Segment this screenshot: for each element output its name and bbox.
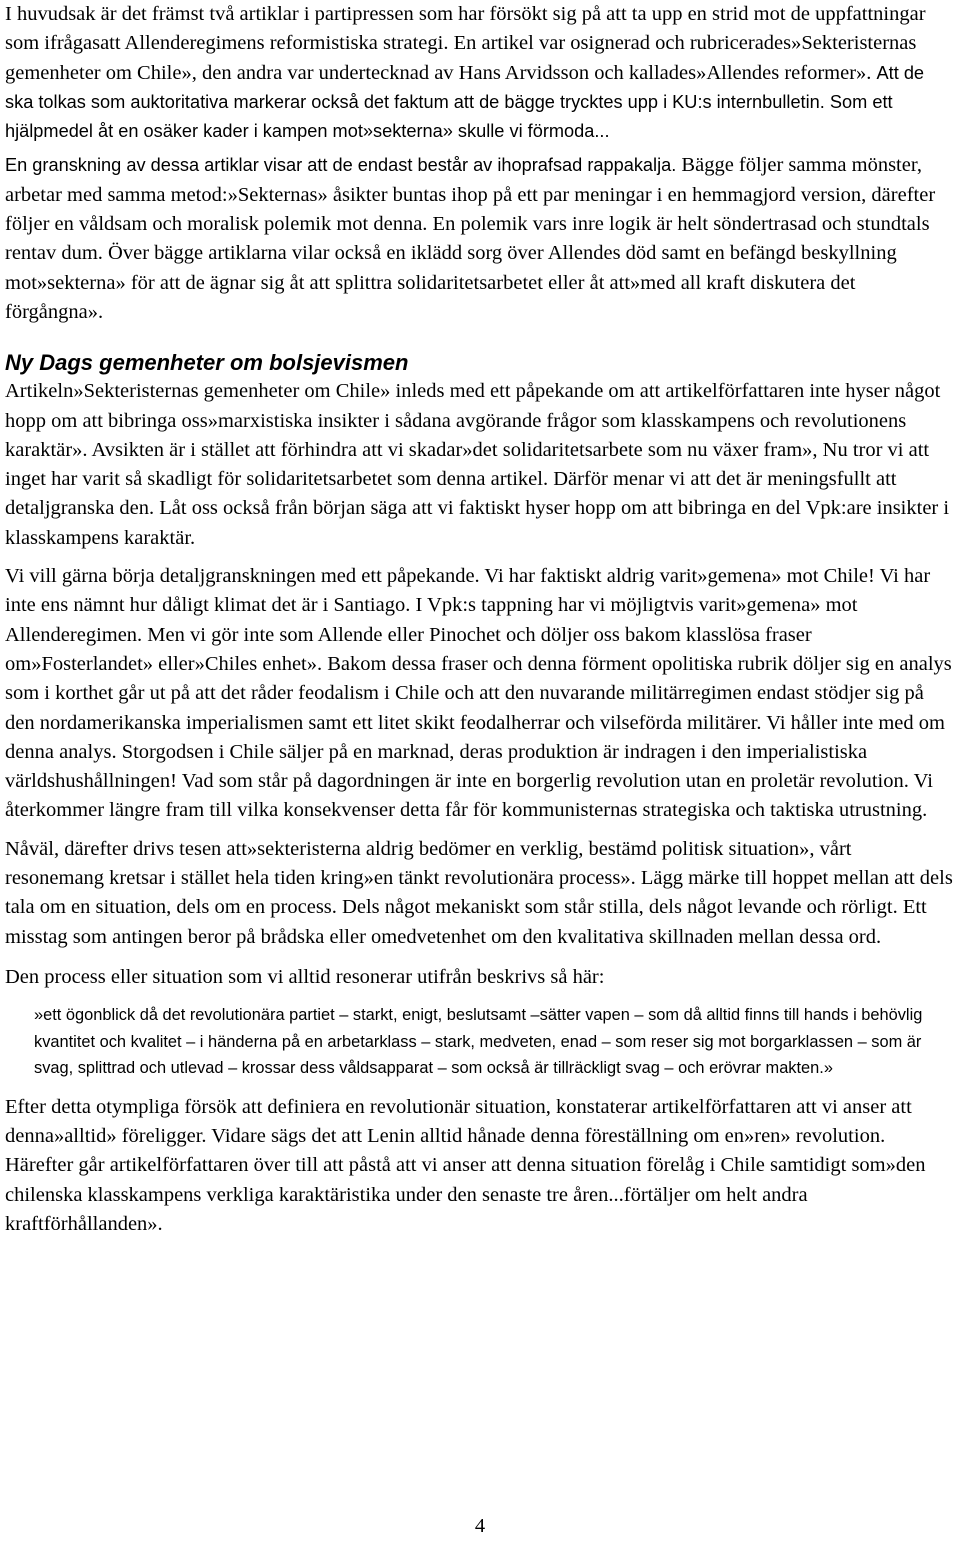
paragraph-detail-review: Vi vill gärna börja detaljgranskningen med ett påpekande. Vi har faktiskt aldrig varit»gemena» mot Chile! Vi har inte ens nämnt hur dåligt klimat det är i Santiago. I Vpk:s tappning har vi möjligtvis varit»gemena» mot Allenderegimen. Men vi gör inte som Allende eller Pinochet och döljer oss bakom klasslösa fraser om»Fosterlandet» eller»Chiles enhet». Bakom dessa fraser och denna förment opolitiska rubrik döljer sig en analys som i korthet går ut på att det råder feodalism i Chile och att den nuvarande militärregimen endast stödjer sig på den nordamerikanska imperialismen samt ett litet skikt feodalherrar och vilseförda militärer. Vi håller inte med om denna analys. Storgodsen i Chile säljer på en marknad, deras produktion är indragen i den imperialistiska världshushållningen! Vad som står på dagordningen är inte en borgerlig revolution utan en proletär revolution. Vi återkommer längre fram till vilka konsekvenser detta får för kommunisternas strategiska och taktiska utrustning.	[5, 565, 952, 822]
paragraph-intro-serif-text: I huvudsak är det främst två artiklar i partipressen som har försökt sig på att ta upp en strid mot de uppfattningar som ifrågasatt Allenderegimens reformistiska strategi. En artikel var osignerad och rubricerades»Sekteristernas gemenheter om Chile», den andra var undertecknad av Hans Arvidsson och kallades»Allendes reformer».	[5, 3, 926, 84]
page-number: 4	[474, 1515, 486, 1537]
paragraph-article-intro: Artikeln»Sekteristernas gemenheter om Chile» inleds med ett påpekande om att artikelförfattaren inte hyser något hopp om att bibringa oss»marxistiska insikter i sådana avgörande frågor som klasskampens och revolutionens karaktär». Avsikten är i stället att förhindra att vi skadar»det solidaritetsarbete som nu växer fram», Nu tror vi att inget har varit så skadligt för solidaritetsarbetet som denna artikel. Därför menar vi att det är meningsfullt att detaljgranska den. Låt oss också från början säga att vi faktiskt hyser hopp om att bibringa en del Vpk:are insikter i klasskampens karaktär.	[5, 380, 950, 549]
paragraph-thesis: Nåväl, därefter drivs tesen att»sekteristerna aldrig bedömer en verklig, bestämd politisk situation», vårt resonemang kretsar i stället hela tiden kring»en tänkt revolutionära process». Lägg märke till hoppet mellan att dels tala om en situation, dels om en process. Dels något mekaniskt som står stilla, dels något levande och rörligt. Ett misstag som antingen beror på brådska eller omedvetenhet om den kvalitativa skillnaden mellan dessa ord.	[5, 837, 953, 948]
block-quote: »ett ögonblick då det revolutionära partiet – starkt, enigt, beslutsamt –sätter vapen – som då alltid finns till hands i behövlig kvantitet och kvalitet – i händerna på en arbetarklass – stark, medveten, enad – som reser sig mot borgarklassen – som är svag, splittrad och utlevad – krossar dess våldsapparat – som också är tillräckligt svag – och erövrar makten.»	[34, 1006, 923, 1078]
section-heading: Ny Dags gemenheter om bolsjevismen	[5, 350, 409, 376]
paragraph-review-sans-text: En granskning av dessa artiklar visar att de endast består av ihoprafsad rappakalja.	[5, 155, 677, 176]
paragraph-review-serif-text: Bägge följer samma mönster, arbetar med samma metod:»Sekternas» åsikter buntas ihop på ett par meningar i en hemmagjord version, därefter följer en våldsam och moralisk polemik mot denna. En polemik vars inre logik är helt söndertrasad och stundtals rentav dum. Över bägge artiklarna vilar också en iklädd sorg över Allendes död samt en befängd beskyllning mot»sekterna» för att de ägnar sig åt att splittra solidaritetsarbetet eller åt att»med all kraft diskutera det förgångna».	[5, 154, 936, 323]
paragraph-conclusion: Efter detta otympliga försök att definiera en revolutionär situation, konstaterar artikelförfattaren att vi anser att denna»alltid» föreligger. Vidare sägs det att Lenin alltid hånade denna föreställning om en»ren» revolution. Härefter går artikelförfattaren över till att påstå att vi anser att denna situation förelåg i Chile samtidigt som»den chilenska klasskampens verkliga karaktäristika under den senaste tre åren...förtäljer om helt andra kraftförhållanden».	[5, 1095, 926, 1235]
paragraph-review	[5, 151, 955, 327]
document-page	[5, 0, 955, 1239]
paragraph-intro-sans-text: Att de ska tolkas som auktoritativa markerar också det faktum att de bägge trycktes upp i KU:s internbulletin. Som ett hjälpmedel åt en osäker kader i kampen mot»sekterna» skulle vi förmoda...	[5, 62, 925, 142]
paragraph-intro	[5, 0, 955, 146]
paragraph-process-lead: Den process eller situation som vi alltid resonerar utifrån beskrivs så här:	[5, 965, 605, 988]
